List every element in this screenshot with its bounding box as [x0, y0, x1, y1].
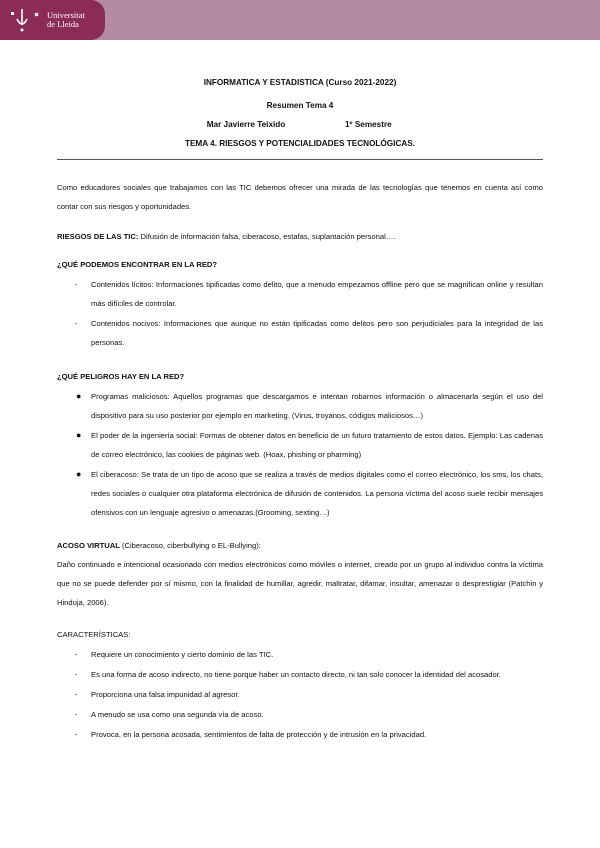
dash-list-contenidos: [57, 275, 543, 352]
acoso-heading: [57, 536, 543, 555]
logo-line-2: de Lleida: [47, 19, 79, 29]
dash-icon: -: [75, 280, 78, 289]
list-item: [57, 387, 543, 425]
list-item-text: Contenidos nocivos: Informaciones que aunque no están tipificadas como delitos pero son perjudiciales para la integridad de las personas.: [91, 319, 543, 347]
dash-icon: -: [75, 319, 78, 328]
dash-icon: -: [75, 670, 78, 679]
university-logo[interactable]: [0, 0, 105, 40]
list-item-text: Proporciona una falsa impunidad al agresor.: [91, 690, 240, 699]
list-item: [57, 275, 543, 313]
document-body: [57, 76, 543, 745]
author-name: Mar Javierre Teixido: [206, 120, 286, 129]
list-item-text: Requiere un conocimiento y cierto dominio de las TIC.: [91, 650, 274, 659]
author-line: [57, 118, 543, 131]
list-item-text: Provoca, en la persona acosada, sentimientos de falta de protección y de intrusión en la privacidad.: [91, 730, 427, 739]
university-emblem-icon: [8, 7, 44, 33]
list-item-text: El ciberacoso: Se trata de un tipo de acoso que se realiza a través de medios digitales como el correo electrónico, los sms, los chats, redes sociales o cualquier otra plataforma electrónica de difusión de contenidos. La persona víctima del acoso suele recibir mensajes ofensivos con un lenguaje agresivo o amenazas.(Grooming, sexting…): [91, 470, 543, 517]
bullet-list-peligros: [57, 387, 543, 522]
list-item-text: Es una forma de acoso indirecto, no tiene porque haber un contacto directo, ni tan solo conocer la identidad del acosador.: [91, 670, 501, 679]
dash-icon: -: [75, 650, 78, 659]
semester: 1º Semestre: [345, 120, 392, 129]
dash-icon: -: [75, 710, 78, 719]
list-item: [57, 685, 543, 704]
list-item: [57, 426, 543, 464]
logo-line-1: Universitat: [47, 10, 85, 20]
list-item-text: El poder de la ingeniería social: Formas de obtener datos en beneficio de un futuro tratamiento de estos datos. Ejemplo: Las cadenas de correo electrónico, las cookies de páginas web. (Hoax, phishing or pharming): [91, 431, 543, 459]
list-item: [57, 465, 543, 522]
title-divider: [57, 159, 543, 160]
list-item: [57, 665, 543, 684]
list-item-text: Programas maliciosos: Aquellos programas que descargamos e intentan robarnos información o almacenarla según el uso del dispositivo para su uso posterior por ejemplo en marketing. (Virus, troyanos, códigos maliciosos…): [91, 392, 543, 420]
list-item-text: Contenidos lícitos: Informaciones tipificadas como delito, que a menudo empezamos offline pero que se magnifican online y resultan más difíciles de controlar.: [91, 280, 543, 308]
bullet-icon: ●: [76, 430, 82, 440]
section-heading-caracteristicas: CARACTERÍSTICAS:: [57, 630, 131, 639]
list-item: [57, 725, 543, 744]
dash-list-caracteristicas: [57, 645, 543, 744]
riesgos-text: Difusión de información falsa, ciberacoso, estafas, suplantación personal….: [138, 232, 396, 241]
university-name: [47, 11, 85, 29]
riesgos-paragraph: [57, 230, 543, 243]
acoso-paragraph: Daño continuado e intencional ocasionado con medios electrónicos como móviles o internet, creado por un grupo al individuo contra la víctima que no se puede defender por sí mismo, con la finalidad de humillar, agredir, maltratar, difamar, insultar, amenazar o desprestigiar (Patchin y Hinduja, 2006).: [57, 560, 543, 607]
bullet-icon: ●: [76, 469, 82, 479]
acoso-title: ACOSO VIRTUAL: [57, 541, 120, 550]
topic-title: TEMA 4. RIESGOS Y POTENCIALIDADES TECNOLÓGICAS.: [184, 139, 416, 148]
course-title: INFORMATICA Y ESTADISTICA (Curso 2021-2022): [203, 78, 397, 87]
section-heading-red: ¿QUÉ PODEMOS ENCONTRAR EN LA RED?: [57, 260, 218, 269]
list-item-text: A menudo se usa como una segunda vía de acoso.: [91, 710, 264, 719]
list-item: [57, 705, 543, 724]
dash-icon: -: [75, 730, 78, 739]
riesgos-label: RIESGOS DE LAS TIC:: [57, 232, 139, 241]
summary-title: Resumen Tema 4: [266, 101, 334, 110]
dash-icon: -: [75, 690, 78, 699]
list-item: [57, 314, 543, 352]
acoso-subtitle: (Ciberacoso, ciberbullying o EL-Bullying):: [119, 541, 261, 550]
list-item: [57, 645, 543, 664]
bullet-icon: ●: [76, 391, 82, 401]
intro-paragraph: Como educadores sociales que trabajamos con las TIC debemos ofrecer una mirada de las tecnologías que tenemos en cuenta así como contar con sus riesgos y oportunidades.: [57, 183, 543, 211]
section-heading-peligros: ¿QUÉ PELIGROS HAY EN LA RED?: [57, 372, 185, 381]
